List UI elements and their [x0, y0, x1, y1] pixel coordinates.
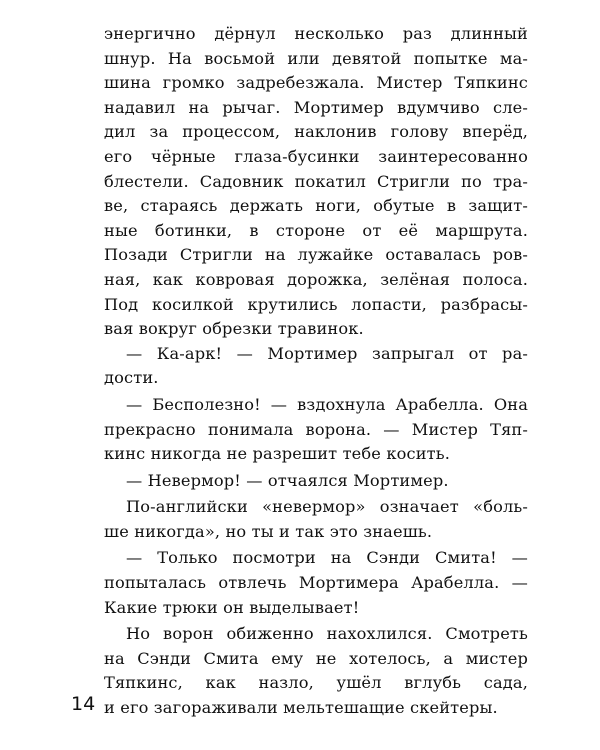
text-line: ная, как ковровая дорожка, зелёная полоса.: [104, 269, 528, 289]
text-line: кинс никогда не разрешит тебе косить.: [104, 444, 451, 464]
text-line: — Ка-арк! — Мортимер запрыгал от ра-: [126, 343, 528, 363]
body-text: [104, 22, 528, 721]
paragraph: [104, 469, 528, 494]
paragraph: [104, 22, 528, 342]
text-line: ве, стараясь держать ноги, обутые в защит-: [104, 196, 528, 216]
text-line: его чёрные глаза-бусинки заинтересованно: [104, 146, 528, 166]
text-line: вая вокруг обрезки травинок.: [104, 319, 364, 339]
text-line: шнур. На восьмой или девятой попытке ма-: [104, 48, 528, 68]
text-line: надавил на рычаг. Мортимер вдумчиво сле-: [104, 97, 528, 117]
text-line: дил за процессом, наклонив голову вперёд,: [104, 122, 528, 142]
paragraph: [104, 393, 528, 467]
text-line: Какие трюки он выделывает!: [104, 597, 360, 617]
text-line: и его загораживали мельтешащие скейтеры.: [104, 698, 498, 718]
paragraph: [104, 546, 528, 620]
text-line: дости.: [104, 368, 159, 388]
text-line: Тяпкинс, как назло, ушёл вглубь сада,: [104, 673, 528, 693]
text-line: По-английски «невермор» означает «боль-: [126, 497, 528, 517]
paragraph: [104, 495, 528, 544]
paragraph: [104, 342, 528, 391]
text-line: шина громко задребезжала. Мистер Тяпкинс: [104, 73, 528, 93]
text-line: Под косилкой крутились лопасти, разбрасы-: [104, 294, 528, 314]
text-line: прекрасно понимала ворона. — Мистер Тяп-: [104, 419, 528, 439]
text-line: попыталась отвлечь Мортимера Арабелла. —: [104, 573, 528, 593]
text-line: Но ворон обиженно нахохлился. Смотреть: [126, 624, 528, 644]
paragraph: [104, 622, 528, 720]
text-line: Позади Стригли на лужайке оставалась ров-: [104, 245, 528, 265]
text-line: ше никогда», но ты и так это знаешь.: [104, 521, 433, 541]
text-line: блестели. Садовник покатил Стригли по тра-: [104, 171, 528, 191]
text-line: энергично дёрнул несколько раз длинный: [104, 24, 528, 43]
text-line: — Невермор! — отчаялся Мортимер.: [126, 470, 449, 490]
page-number: 14: [71, 693, 96, 715]
text-line: на Сэнди Смита ему не хотелось, а мистер: [104, 648, 528, 668]
text-line: ные ботинки, в стороне от её маршрута.: [104, 220, 528, 240]
text-line: — Только посмотри на Сэнди Смита! —: [126, 548, 528, 568]
text-line: — Бесполезно! — вздохнула Арабелла. Она: [126, 394, 528, 414]
